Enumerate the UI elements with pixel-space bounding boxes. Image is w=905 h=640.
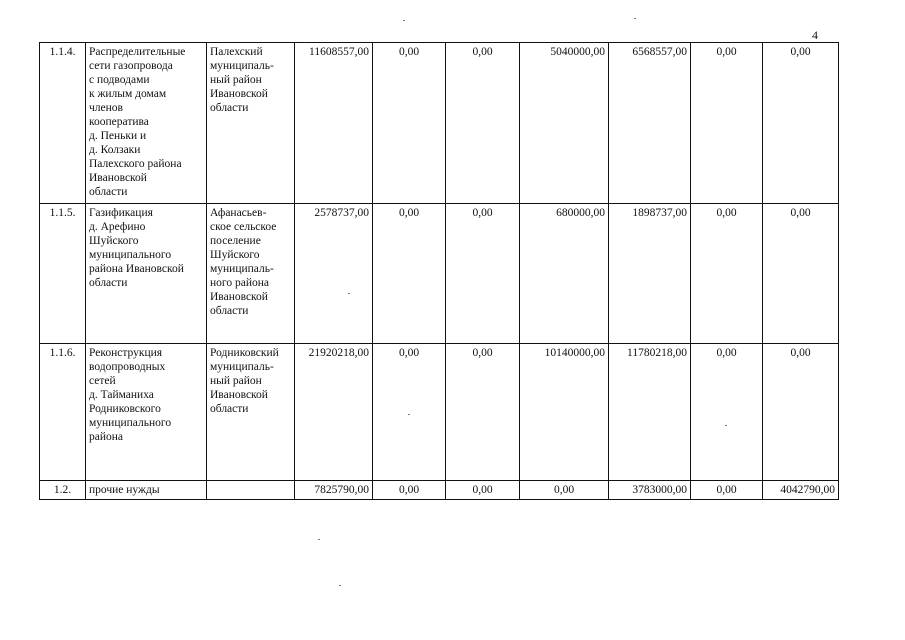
table-row bbox=[40, 344, 839, 481]
table-row bbox=[40, 43, 839, 204]
recipient-cell: Афанасьев- ское сельское поселение Шуйского муниципаль- ного района Ивановской области bbox=[207, 204, 295, 344]
amount-cell: 0,00 bbox=[691, 481, 763, 500]
amount-cell: 11780218,00 bbox=[609, 344, 691, 481]
recipient-cell bbox=[207, 481, 295, 500]
amount-cell: 0,00 bbox=[691, 344, 763, 481]
amount-cell: 0,00 bbox=[446, 481, 520, 500]
scan-speck bbox=[348, 293, 350, 294]
amount-cell: 10140000,00 bbox=[520, 344, 609, 481]
page-number: 4 bbox=[812, 28, 818, 42]
total-amount-cell: 11608557,00 bbox=[295, 43, 373, 204]
scan-speck bbox=[408, 414, 410, 415]
table-row bbox=[40, 481, 839, 500]
amount-cell: 4042790,00 bbox=[763, 481, 839, 500]
amount-cell: 6568557,00 bbox=[609, 43, 691, 204]
amount-cell: 0,00 bbox=[373, 481, 446, 500]
amount-cell: 0,00 bbox=[446, 204, 520, 344]
amount-cell: 0,00 bbox=[691, 43, 763, 204]
row-number-cell: 1.1.6. bbox=[40, 344, 86, 481]
amount-cell: 0,00 bbox=[763, 204, 839, 344]
scan-speck bbox=[725, 425, 727, 426]
scan-speck bbox=[339, 585, 341, 586]
project-name-cell: Реконструкция водопроводных сетей д. Тайманиха Родниковского муниципального района bbox=[86, 344, 207, 481]
amount-cell: 680000,00 bbox=[520, 204, 609, 344]
project-name-cell: прочие нужды bbox=[86, 481, 207, 500]
amount-cell: 0,00 bbox=[446, 344, 520, 481]
table-row bbox=[40, 204, 839, 344]
recipient-cell: Палехский муниципаль- ный район Ивановской области bbox=[207, 43, 295, 204]
amount-cell: 0,00 bbox=[446, 43, 520, 204]
amount-cell: 0,00 bbox=[691, 204, 763, 344]
total-amount-cell: 2578737,00 bbox=[295, 204, 373, 344]
total-amount-cell: 21920218,00 bbox=[295, 344, 373, 481]
amount-cell: 5040000,00 bbox=[520, 43, 609, 204]
row-number-cell: 1.1.4. bbox=[40, 43, 86, 204]
amount-cell: 0,00 bbox=[763, 344, 839, 481]
project-name-cell: Распределительные сети газопровода с подводами к жилым домам членов кооператива д. Пеньки и д. Колзаки Палехского района Ивановской области bbox=[86, 43, 207, 204]
project-name-cell: Газификация д. Арефино Шуйского муниципального района Ивановской области bbox=[86, 204, 207, 344]
row-number-cell: 1.1.5. bbox=[40, 204, 86, 344]
scan-speck bbox=[403, 20, 405, 21]
scan-speck bbox=[634, 18, 636, 19]
total-amount-cell: 7825790,00 bbox=[295, 481, 373, 500]
amount-cell: 0,00 bbox=[373, 204, 446, 344]
budget-table bbox=[39, 42, 839, 500]
amount-cell: 0,00 bbox=[520, 481, 609, 500]
amount-cell: 1898737,00 bbox=[609, 204, 691, 344]
amount-cell: 0,00 bbox=[373, 43, 446, 204]
recipient-cell: Родниковский муниципаль- ный район Ивановской области bbox=[207, 344, 295, 481]
amount-cell: 3783000,00 bbox=[609, 481, 691, 500]
scan-speck bbox=[318, 539, 320, 540]
row-number-cell: 1.2. bbox=[40, 481, 86, 500]
amount-cell: 0,00 bbox=[373, 344, 446, 481]
amount-cell: 0,00 bbox=[763, 43, 839, 204]
